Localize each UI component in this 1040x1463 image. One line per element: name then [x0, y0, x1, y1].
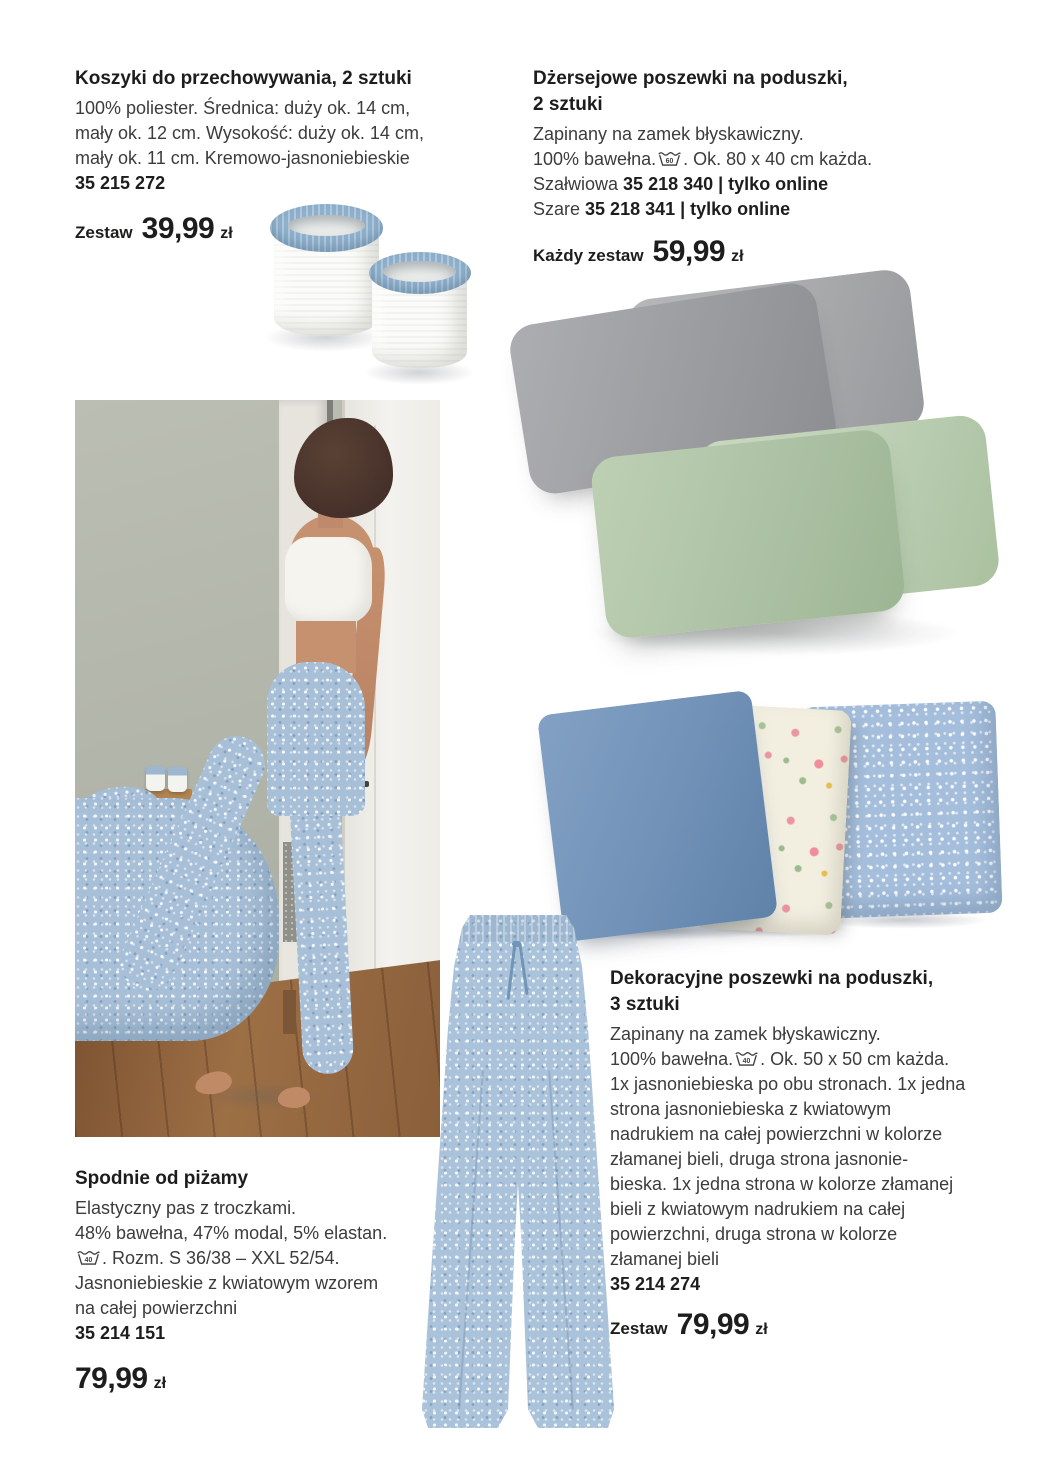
product-jersey-pillowcases-info	[533, 66, 963, 269]
price-value: 59,99	[652, 235, 726, 268]
wash-60-icon	[657, 150, 682, 167]
pillow-solid-blue	[536, 689, 777, 941]
product-title-line2: 3 sztuki	[610, 994, 680, 1015]
decorative-pillows-product-image	[540, 683, 1018, 948]
product-description-line: bieli z kwiatowym nadrukiem na całej	[610, 1199, 906, 1219]
pajama-pants-product-image	[418, 915, 618, 1430]
product-title: Spodnie od piżamy	[75, 1168, 249, 1189]
product-description-line: 1x jasnoniebieska po obu stronach. 1x jedna	[610, 1074, 966, 1094]
baskets-product-image	[250, 188, 475, 393]
price-currency: zł	[755, 1321, 768, 1338]
product-description-line: na całej powierzchni	[75, 1298, 238, 1318]
product-description-line: Elastyczny pas z troczkami.	[75, 1198, 297, 1218]
small-basket-on-stand	[146, 766, 165, 791]
fabric-text: . Ok. 50 x 50 cm każda.	[760, 1049, 950, 1069]
product-title: Dżersejowe poszewki na poduszki,	[533, 68, 848, 89]
product-pajama-pants-info	[75, 1166, 420, 1396]
price-label: Zestaw	[75, 223, 133, 242]
product-description-line: strona jasnoniebieska z kwiatowym	[610, 1099, 892, 1119]
fabric-care-line	[610, 1047, 1025, 1072]
variant-color: Szałwiowa	[533, 174, 619, 194]
price-value: 79,99	[676, 1308, 750, 1341]
fabric-text: 100% bawełna.	[533, 149, 657, 169]
basket-small	[369, 252, 470, 369]
basket-opening	[383, 261, 456, 282]
product-description-line: bieska. 1x jedna strona w kolorze złamanej	[610, 1174, 954, 1194]
price-label: Każdy zestaw	[533, 246, 644, 265]
product-description-line: złamanej bieli, druga strona jasnonie-	[610, 1149, 909, 1169]
fabric-text: . Ok. 80 x 40 cm każda.	[683, 149, 873, 169]
price-label: Zestaw	[610, 1319, 668, 1338]
price-currency: zł	[220, 225, 233, 242]
product-description-line: złamanej bieli	[610, 1249, 720, 1269]
article-number: 35 214 151	[75, 1323, 166, 1343]
pillow-green-front	[589, 428, 906, 641]
price-row	[533, 235, 963, 269]
fabric-text: . Rozm. S 36/38 – XXL 52/54.	[102, 1248, 340, 1268]
drawstring-knot	[512, 941, 521, 947]
wash-temp-label: 40	[742, 1057, 751, 1065]
product-title: Dekoracyjne poszewki na poduszki,	[610, 968, 934, 989]
pajama-pants-worn	[267, 662, 366, 817]
fabric-care-line	[75, 1246, 420, 1271]
product-description-line: Jasnoniebieskie z kwiatowym wzorem	[75, 1273, 379, 1293]
article-number: 35 214 274	[610, 1274, 701, 1294]
product-description-line: mały ok. 12 cm. Wysokość: duży ok. 14 cm,	[75, 123, 424, 143]
wash-40-icon	[76, 1249, 101, 1266]
jersey-pillows-product-image	[513, 276, 1013, 656]
door-panel-line	[374, 425, 376, 995]
variant-code: 35 218 341 | tylko online	[585, 199, 791, 219]
price-value: 39,99	[141, 212, 215, 245]
pants-waistband	[454, 915, 582, 942]
product-title-line2: 2 sztuki	[533, 94, 603, 115]
product-description-line: Zapinany na zamek błyskawiczny.	[610, 1024, 881, 1044]
basket-opening	[288, 215, 365, 236]
price-value: 79,99	[75, 1362, 148, 1395]
product-decorative-pillowcases-info	[610, 966, 1025, 1342]
variant-line	[533, 197, 963, 222]
article-number: 35 215 272	[75, 173, 166, 193]
price-currency: zł	[731, 248, 744, 265]
price-currency: zł	[153, 1375, 167, 1392]
lifestyle-photo	[75, 400, 440, 1137]
price-row	[75, 1362, 420, 1396]
wash-temp-label: 60	[665, 157, 674, 165]
basket-large	[270, 204, 383, 335]
woman-foot	[278, 1087, 311, 1108]
fabric-care-line	[533, 147, 963, 172]
product-description-line: mały ok. 11 cm. Kremowo-jasnoniebieskie	[75, 148, 410, 168]
white-bra-top	[285, 537, 373, 625]
bed-leg	[283, 990, 296, 1034]
pants-crease	[548, 1070, 574, 1409]
product-description-line: powierzchni, druga strona w kolorze	[610, 1224, 898, 1244]
product-description-line: Zapinany na zamek błyskawiczny.	[533, 124, 804, 144]
product-description-line: nadrukiem na całej powierzchni w kolorze	[610, 1124, 943, 1144]
price-row	[610, 1308, 1025, 1342]
product-description-line: 100% poliester. Średnica: duży ok. 14 cm,	[75, 98, 411, 118]
product-description-line: 48% bawełna, 47% modal, 5% elastan.	[75, 1223, 388, 1243]
variant-code: 35 218 340 | tylko online	[623, 174, 829, 194]
pants-crease	[458, 1070, 484, 1409]
small-basket-on-stand	[168, 767, 187, 792]
pants-shape	[418, 915, 618, 1430]
variant-line	[533, 172, 963, 197]
variant-color: Szare	[533, 199, 581, 219]
wash-temp-label: 40	[84, 1256, 93, 1264]
wash-40-icon	[734, 1050, 759, 1067]
product-title: Koszyki do przechowywania, 2 sztuki	[75, 68, 412, 89]
fabric-text: 100% bawełna.	[610, 1049, 734, 1069]
